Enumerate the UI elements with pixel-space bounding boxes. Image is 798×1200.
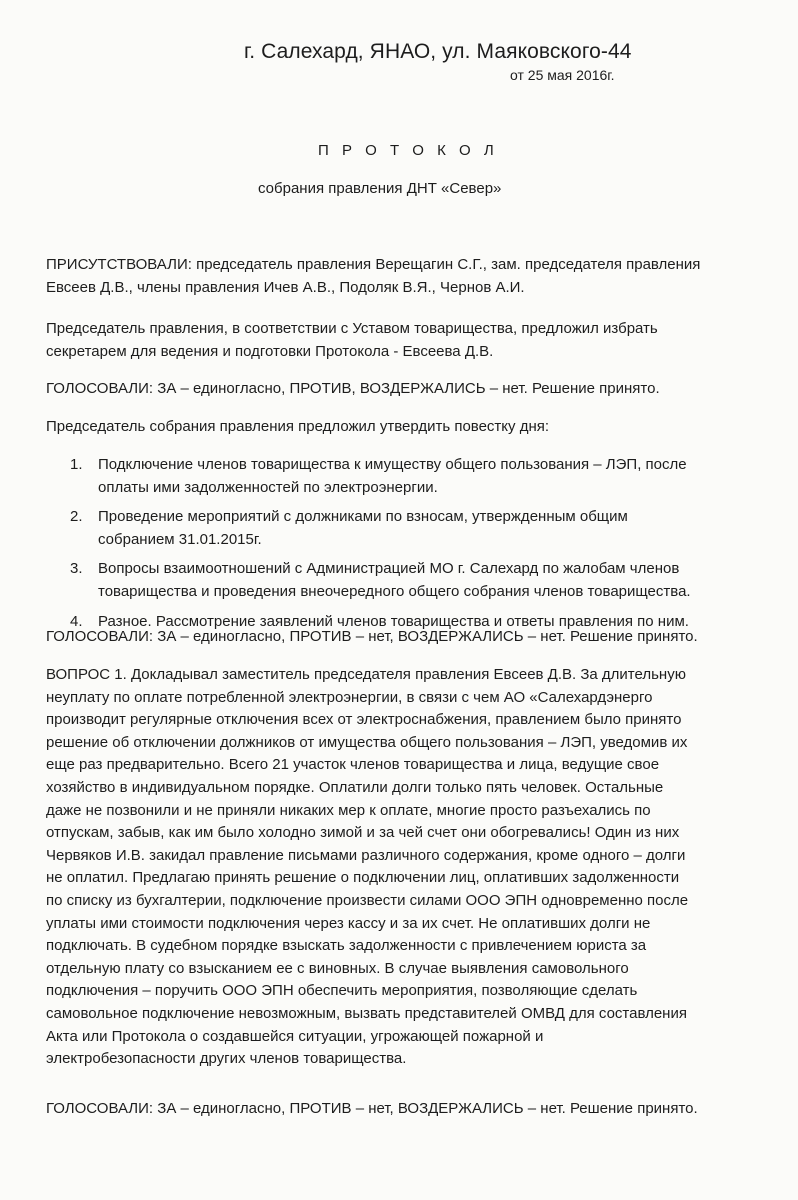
vote-result-3: ГОЛОСОВАЛИ: ЗА – единогласно, ПРОТИВ – нет, ВОЗДЕРЖАЛИСЬ – нет. Решение принято. xyxy=(46,1100,698,1117)
agenda-item: 3. Вопросы взаимоотношений с Администрацией МО г. Салехард по жалобам членов товарищества и проведения внеочередного общего собрания членов товарищества. xyxy=(70,560,691,600)
question-1-paragraph: ВОПРОС 1. Докладывал заместитель председателя правления Евсеев Д.В. За длительную неуплату по оплате потребленной электроэнергии, в связи с чем АО «Салехардэнерго производит регулярные отключения всех от электроснабжения, правлением было принято решение об отключении должников от имущества общего пользования – ЛЭП, уведомив их еще раз предварительно. Всего 21 участок членов товарищества и лица, ведущие свое хозяйство в индивидуальном порядке. Оплатили долги только пять человек. Остальные даже не позвонили и не приняли никаких мер к оплате, многие просто разъехались по отпускам, забыв, как им было холодно зимой и за чей счет они обогревались! Один из них Червяков И.В. закидал правление письмами различного содержания, кроме одного – долги не оплатил. Предлагаю принять решение о подключении лиц, оплативших задолженности по списку из бухгалтерии, подключение произвести силами ООО ЭПН одновременно после уплаты ими стоимости подключения через кассу и за их счет. Не оплативших долги не подключать. В судебном порядке взыскать задолженности с привлечением юриста за отдельную плату со взысканием ее с виновных. В случае выявления самовольного подключения – поручить ООО ЭПН обеспечить мероприятия, позволяющие сделать самовольное подключение невозможным, вызвать представителей ОМВД для составления Акта или Протокола о создавшейся ситуации, угрожающей пожарной и электробезопасности других членов товарищества. xyxy=(46,666,689,1068)
agenda-item-number: 1. xyxy=(70,456,83,473)
secretary-line: секретарем для ведения и подготовки Протокола - Евсеева Д.В. xyxy=(46,342,494,360)
agenda-intro: Председатель собрания правления предложил утвердить повестку дня: xyxy=(46,418,550,435)
present-paragraph xyxy=(46,254,758,299)
agenda-list xyxy=(70,454,760,640)
present-line: ПРИСУТСТВОВАЛИ: председатель правления Верещагин С.Г., зам. председателя правления xyxy=(46,256,701,273)
agenda-item: 2. Проведение мероприятий с должниками по взносам, утвержденным общим собранием 31.01.2015г. xyxy=(70,508,628,548)
agenda-item: 4. Разное. Рассмотрение заявлений членов товарищества и ответы правления по ним. xyxy=(70,611,760,634)
header-address: г. Салехард, ЯНАО, ул. Маяковского-44 xyxy=(244,40,632,63)
agenda-item-number: 2. xyxy=(70,508,83,526)
header-date: от 25 мая 2016г. xyxy=(510,67,615,83)
agenda-item-number: 3. xyxy=(70,560,83,578)
agenda-item-number: 4. xyxy=(70,612,83,630)
document-title: П Р О Т О К О Л xyxy=(318,142,499,159)
secretary-line: Председатель правления, в соответствии с Уставом товарищества, предложил избрать xyxy=(46,320,658,337)
agenda-item: 1. Подключение членов товарищества к имуществу общего пользования – ЛЭП, после оплаты ими задолженностей по электроэнергии. xyxy=(70,456,687,496)
secretary-paragraph xyxy=(46,318,758,363)
document-subtitle: собрания правления ДНТ «Север» xyxy=(258,180,502,197)
present-line: Евсеев Д.В., члены правления Ичев А.В., Подоляк В.Я., Чернов А.И. xyxy=(46,278,525,296)
vote-result-2: ГОЛОСОВАЛИ: ЗА – единогласно, ПРОТИВ – нет, ВОЗДЕРЖАЛИСЬ – нет. Решение принято. xyxy=(46,628,698,645)
vote-result-1: ГОЛОСОВАЛИ: ЗА – единогласно, ПРОТИВ, ВОЗДЕРЖАЛИСЬ – нет. Решение принято. xyxy=(46,380,660,397)
